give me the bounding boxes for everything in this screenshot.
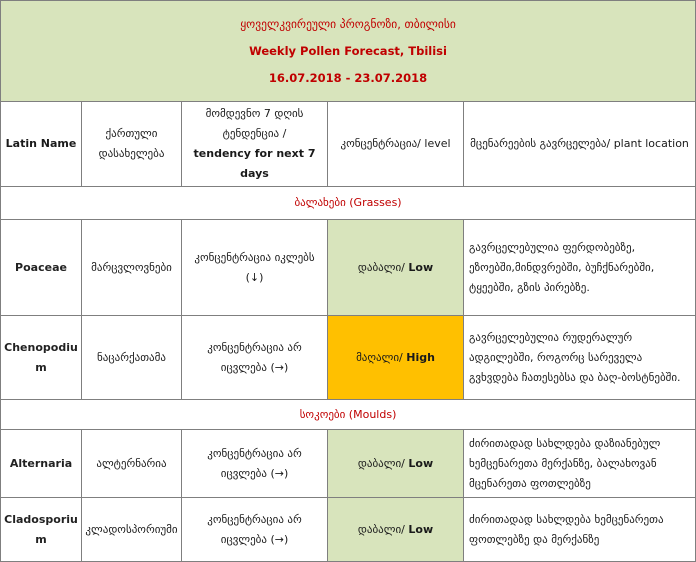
latin-name: Cladosporium [1,498,82,562]
section-grasses: ბალახები (Grasses) [1,187,696,220]
location-cell: გავრცელებულია რუდერალურ ადგილებში, როგორც სარეველა გვხვდება ჩათესებსა და ბაღ-ბოსტნებში. [464,316,696,400]
level-cell: დაბალი/ Low [328,430,464,498]
georgian-name: კლადოსპორიუმი [82,498,182,562]
level-cell: დაბალი/ Low [328,220,464,316]
tendency-cell: კონცენტრაცია არ იცვლება (→) [182,316,328,400]
header-location: მცენარეების გავრცელება/ plant location [464,102,696,187]
title-english: Weekly Pollen Forecast, Tbilisi [249,43,447,58]
location-cell: ძირითადად სახლდება დაზიანებულ ხემცენარეთა მერქანზე, ბალახოვან მცენარეთა ფოთლებზე [464,430,696,498]
title-dates: 16.07.2018 - 23.07.2018 [268,70,428,85]
georgian-name: ალტერნარია [82,430,182,498]
header-tendency: მომდევნო 7 დღის ტენდენცია / tendency for next 7 days [182,102,328,187]
title-georgian: ყოველკვირეული პროგნოზი, თბილისი [240,16,456,31]
tendency-cell: კონცენტრაცია არ იცვლება (→) [182,498,328,562]
georgian-name: მარცვლოვნები [82,220,182,316]
table-row [1,498,696,562]
latin-name: Poaceae [1,220,82,316]
georgian-name: ნაცარქათამა [82,316,182,400]
header-concentration: კონცენტრაცია/ level [328,102,464,187]
table-row [1,220,696,316]
header-latin-name: Latin Name [1,102,82,187]
header-georgian-name: ქართული დასახელება [82,102,182,187]
level-cell: მაღალი/ High [328,316,464,400]
section-moulds: სოკოები (Moulds) [1,400,696,430]
table-row [1,316,696,400]
latin-name: Alternaria [1,430,82,498]
tendency-cell: კონცენტრაცია არ იცვლება (→) [182,430,328,498]
level-cell: დაბალი/ Low [328,498,464,562]
table-row [1,430,696,498]
location-cell: ძირითადად სახლდება ხემცენარეთა ფოთლებზე და მერქანზე [464,498,696,562]
latin-name: Chenopodium [1,316,82,400]
tendency-cell: კონცენტრაცია იკლებს (↓) [182,220,328,316]
location-cell: გავრცელებულია ფერდობებზე, ეზოებში,მინდვრებში, ბუჩქნარებში, ტყეებში, გზის პირებზე. [464,220,696,316]
title-block [1,1,696,102]
